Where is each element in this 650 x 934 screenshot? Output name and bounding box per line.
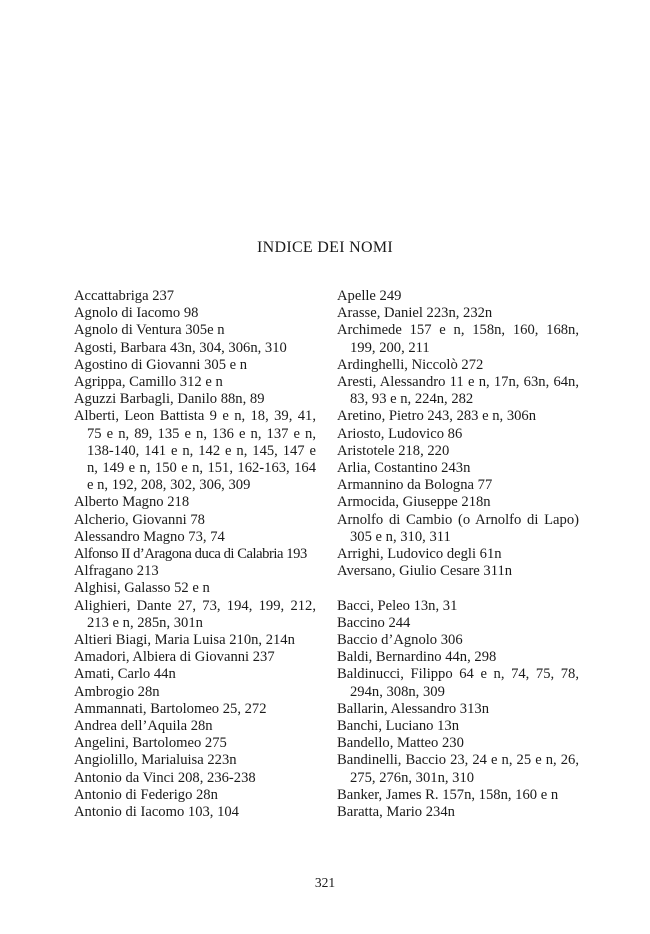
index-entry: Ammannati, Bartolomeo 25, 272 <box>74 700 267 717</box>
index-entry: Angelini, Bartolomeo 275 <box>74 735 227 752</box>
index-entry: Angiolillo, Marialuisa 223n <box>74 752 237 769</box>
index-entry: Aguzzi Barbagli, Danilo 88n, 89 <box>74 391 265 408</box>
index-entry: Amadori, Albiera di Giovanni 237 <box>74 649 275 666</box>
index-entry: Altieri Biagi, Maria Luisa 210n, 214n <box>74 632 295 649</box>
index-entry: Accattabriga 237 <box>74 288 175 304</box>
index-entry: Alessandro Magno 73, 74 <box>74 528 225 545</box>
index-entry: Archimede 157 e n, 158n, 160, 168n, 199, 200, 211 <box>337 322 579 356</box>
index-entry: Andrea dell’Aquila 28n <box>74 718 213 735</box>
index-entry: Arlia, Costantino 243n <box>337 460 471 477</box>
index-entry: Arrighi, Ludovico degli 61n <box>337 546 502 563</box>
index-entry: Apelle 249 <box>337 288 402 304</box>
index-entry: Ballarin, Alessandro 313n <box>337 700 489 717</box>
index-entry: Agnolo di Iacomo 98 <box>74 305 199 322</box>
index-entry: Baccio d’Agnolo 306 <box>337 632 463 649</box>
page-number: 321 <box>314 875 336 890</box>
index-entry: Ardinghelli, Niccolò 272 <box>337 356 484 373</box>
index-entry: Agnolo di Ventura 305e n <box>74 322 225 339</box>
index-entry: Baldi, Bernardino 44n, 298 <box>337 649 497 666</box>
index-entry: Agostino di Giovanni 305 e n <box>74 356 248 373</box>
index-entry: Baccino 244 <box>337 614 411 631</box>
index-entry: Ariosto, Ludovico 86 <box>337 425 463 442</box>
index-entry: Baratta, Mario 234n <box>337 804 455 821</box>
index-column-left <box>74 288 316 821</box>
index-entry: Antonio di Federigo 28n <box>74 786 218 803</box>
index-entry: Armannino da Bologna 77 <box>337 477 493 494</box>
index-entry: Antonio da Vinci 208, 236-238 <box>74 769 256 786</box>
index-entry: Aversano, Giulio Cesare 311n <box>337 563 513 580</box>
index-entry: Agosti, Barbara 43n, 304, 306n, 310 <box>74 339 287 356</box>
index-entry: Aristotele 218, 220 <box>337 442 450 459</box>
index-entry: Arasse, Daniel 223n, 232n <box>337 305 493 322</box>
index-entry: Alfonso II d’Aragona duca di Calabria 193 <box>74 546 307 563</box>
index-entry: Alberto Magno 218 <box>74 494 190 511</box>
index-entry: Alghisi, Galasso 52 e n <box>74 580 210 597</box>
page-title: INDICE DEI NOMI <box>256 239 394 256</box>
index-entry: Alcherio, Giovanni 78 <box>74 511 205 528</box>
index-entry: Ambrogio 28n <box>74 683 160 700</box>
index-entry: Aretino, Pietro 243, 283 e n, 306n <box>337 408 537 425</box>
index-entry: Bacci, Peleo 13n, 31 <box>337 597 458 614</box>
index-entry: Amati, Carlo 44n <box>74 666 176 683</box>
index-entry: Bandinelli, Baccio 23, 24 e n, 25 e n, 26, 275, 276n, 301n, 310 <box>337 752 579 786</box>
index-entry: Banchi, Luciano 13n <box>337 718 459 735</box>
index-entry: Aresti, Alessandro 11 e n, 17n, 63n, 64n, 83, 93 e n, 224n, 282 <box>337 374 579 408</box>
index-entry: Alighieri, Dante 27, 73, 194, 199, 212, 213 e n, 285n, 301n <box>74 597 316 631</box>
index-entry: Baldinucci, Filippo 64 e n, 74, 75, 78, 294n, 308n, 309 <box>337 666 579 700</box>
index-entry: Agrippa, Camillo 312 e n <box>74 374 223 391</box>
index-entry: Alberti, Leon Battista 9 e n, 18, 39, 41, 75 e n, 89, 135 e n, 136 e n, 137 e n, 138-140, 141 e n, 142 e n, 145, 147 e n, 149 e n, 150 e n, 151, 162-163, 164 e n, 192, 208, 302, 306, 309 <box>74 408 316 494</box>
index-entry: Bandello, Matteo 230 <box>337 735 464 752</box>
index-entry: Banker, James R. 157n, 158n, 160 e n <box>337 786 559 803</box>
index-entry: Arnolfo di Cambio (o Arnolfo di Lapo) 305 e n, 310, 311 <box>337 511 579 545</box>
index-entry: Alfragano 213 <box>74 563 159 580</box>
index-entry: Antonio di Iacomo 103, 104 <box>74 804 239 821</box>
index-column-right <box>337 288 579 821</box>
index-entry: Armocida, Giuseppe 218n <box>337 494 491 511</box>
